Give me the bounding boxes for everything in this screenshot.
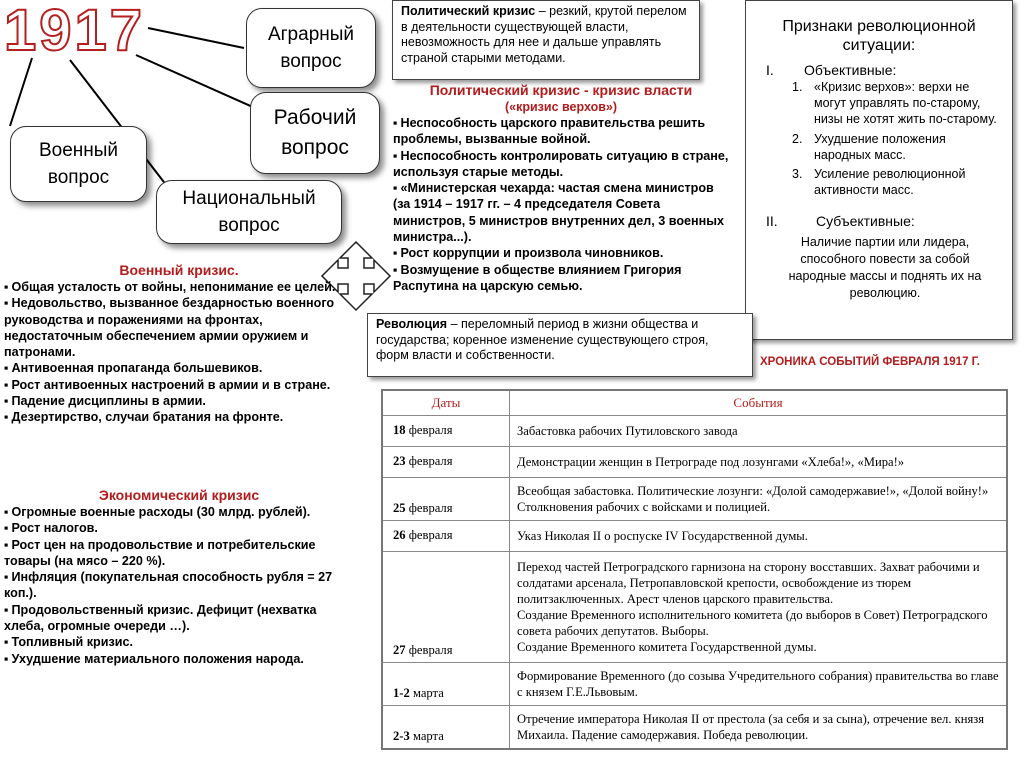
date-cell: 1-2 марта: [382, 663, 510, 706]
table-row: [382, 706, 1007, 750]
agrarian-question-bubble: [246, 8, 376, 88]
table-row: [382, 447, 1007, 478]
table-row: [382, 478, 1007, 521]
objective-heading: [766, 61, 1012, 79]
revolution-term: Революция: [376, 317, 448, 331]
event-cell: Демонстрации женщин в Петрограде под лозунгами «Хлеба!», «Мира!»: [510, 447, 1008, 478]
list-item: 3. Усиление революционной активности масс.: [792, 167, 966, 198]
event-cell: Переход частей Петроградского гарнизона на сторону восставших. Захват рабочими и солдатами арсенала, Петропавловской крепости, освобождение из тюрем политзаключенных. Арест членов царского правительства. Создание Временного исполнительного комитета (до выборов в Совет) Петроградского совета рабочих депутатов. Выборы. Создание Временного комитета Государственной думы.: [510, 552, 1008, 663]
worker-question-bubble: [250, 92, 380, 174]
table-row: [382, 663, 1007, 706]
list-item: ▪ Антивоенная пропаганда большевиков.: [4, 360, 354, 376]
political-crisis-definition: [392, 0, 700, 80]
list-item: ▪ Возмущение в обществе влиянием Григория Распутина на царскую семью.: [393, 262, 729, 295]
list-item: ▪ Ухудшение материального положения народа.: [4, 651, 354, 667]
event-cell: Формирование Временного (до созыва Учредительного собрания) правительства во главе с князем Г.Е.Львовым.: [510, 663, 1008, 706]
revolutionary-situation-box: [745, 0, 1013, 340]
list-item: ▪ Инфляция (покупательная способность рубля = 27 коп.).: [4, 569, 354, 602]
economic-crisis-list: [4, 504, 354, 667]
military-crisis-list: [4, 279, 354, 426]
event-cell: Указ Николая II о роспуске IV Государственной думы.: [510, 521, 1008, 552]
political-crisis-section: [393, 82, 729, 294]
list-item: 1. «Кризис верхов»: верхи не могут управлять по-старому, низы не хотят жить по-старому.: [792, 80, 997, 127]
table-header-row: [382, 390, 1007, 416]
military-question-bubble: [10, 126, 147, 202]
event-cell: Всеобщая забастовка. Политические лозунги: «Долой самодержавие!», «Долой войну!» Столкновения рабочих с войсками и полицией.: [510, 478, 1008, 521]
event-cell: Забастовка рабочих Путиловского завода: [510, 416, 1008, 447]
list-item: ▪ Рост коррупции и произвола чиновников.: [393, 245, 729, 261]
objective-list: [792, 79, 1004, 198]
date-cell: 2-3 марта: [382, 706, 510, 750]
date-cell: 18 февраля: [382, 416, 510, 447]
column-header-dates: Даты: [382, 390, 510, 416]
list-item: ▪ Неспособность царского правительства решить проблемы, вызванные войной.: [393, 115, 729, 148]
political-crisis-title: Политический кризис - кризис власти: [429, 82, 693, 98]
list-item: ▪ Рост антивоенных настроений в армии и в стране.: [4, 377, 354, 393]
subjective-num: II.: [766, 213, 778, 230]
political-crisis-definition-text: – резкий, крутой перелом в деятельности существующей власти, невозможность для нее и дальше управлять страной старыми методами.: [401, 4, 687, 65]
list-item: ▪ Падение дисциплины в армии.: [4, 393, 354, 409]
military-crisis-title: Военный кризис.: [119, 262, 239, 278]
list-item: ▪ Огромные военные расходы (30 млрд. рублей).: [4, 504, 354, 520]
date-cell: 27 февраля: [382, 552, 510, 663]
list-item: ▪ «Министерская чехарда: частая смена министров (за 1914 – 1917 гг. – 4 председателя Совета министров, 5 министров внутренних дел, 3 военных министра...).: [393, 180, 729, 245]
list-item: 2. Ухудшение положения народных масс.: [792, 131, 946, 162]
revolution-definition-text: – переломный период в жизни общества и государства; коренное изменение существующего строя, форм власти и собственности.: [376, 317, 709, 362]
list-item: ▪ Неспособность контролировать ситуацию в стране, используя старые методы.: [393, 148, 729, 181]
subjective-label: Субъективные:: [816, 213, 915, 230]
economic-crisis-title: Экономический кризис: [98, 487, 260, 503]
revolutionary-situation-title: Признаки революционной ситуации:: [782, 18, 976, 54]
chronicle-table: [381, 389, 1008, 750]
table-row: [382, 521, 1007, 552]
agrarian-question-label: Аграрный вопрос: [267, 24, 355, 72]
chronicle-title: ХРОНИКА СОБЫТИЙ ФЕВРАЛЯ 1917 Г.: [760, 356, 980, 368]
year-title: 1917: [4, 0, 146, 63]
political-crisis-term: Политический кризис: [401, 4, 536, 18]
date-cell: 25 февраля: [382, 478, 510, 521]
list-item: ▪ Рост цен на продовольствие и потребительские товары (на мясо – 220 %).: [4, 537, 354, 570]
list-item: ▪ Общая усталость от войны, непонимание ее целей.: [4, 279, 354, 295]
national-question-label: Национальный вопрос: [182, 188, 316, 236]
objective-label: Объективные:: [804, 62, 897, 78]
revolution-definition: [367, 313, 753, 377]
subjective-heading: [766, 212, 1012, 230]
subjective-text: Наличие партии или лидера, способного повести за собой народные массы и поднять их на революцию.: [788, 235, 982, 301]
national-question-bubble: [156, 180, 342, 244]
political-crisis-list: [393, 115, 729, 294]
table-row: [382, 416, 1007, 447]
event-cell: Отречение императора Николая II от престола (за себя и за сына), отречение вел. князя Михаила. Падение самодержавия. Победа революции.: [510, 706, 1008, 750]
military-crisis-section: [4, 262, 354, 426]
table-row: [382, 552, 1007, 663]
political-crisis-subtitle: («кризис верхов»): [504, 100, 618, 114]
worker-question-label: Рабочий вопрос: [273, 106, 357, 159]
list-item: ▪ Продовольственный кризис. Дефицит (нехватка хлеба, огромные очереди …).: [4, 602, 354, 635]
economic-crisis-section: [4, 487, 354, 667]
date-cell: 23 февраля: [382, 447, 510, 478]
list-item: ▪ Рост налогов.: [4, 520, 354, 536]
military-question-label: Военный вопрос: [38, 140, 119, 188]
list-item: ▪ Дезертирство, случаи братания на фронте.: [4, 409, 354, 425]
list-item: ▪ Недовольство, вызванное бездарностью военного руководства и поражениями на фронтах, недостаточным обеспечением армии оружием и патронами.: [4, 295, 354, 360]
objective-num: I.: [766, 62, 774, 78]
list-item: ▪ Топливный кризис.: [4, 634, 354, 650]
column-header-events: События: [510, 390, 1008, 416]
date-cell: 26 февраля: [382, 521, 510, 552]
